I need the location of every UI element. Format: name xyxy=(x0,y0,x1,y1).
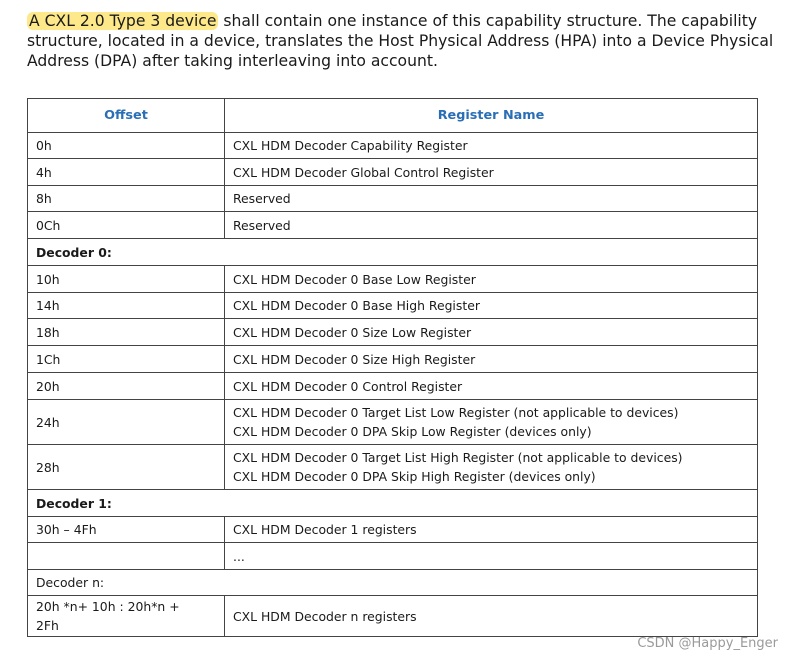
group-row xyxy=(28,490,758,517)
group-row xyxy=(28,570,758,596)
offset-cell xyxy=(28,596,225,637)
register-name-column-header: Register Name xyxy=(225,99,758,133)
table-row xyxy=(28,186,758,212)
offset-cell: 18h xyxy=(28,319,225,346)
group-label-decoder-1: Decoder 1: xyxy=(28,490,758,517)
offset-line: 2Fh xyxy=(36,618,59,633)
table-row xyxy=(28,293,758,319)
table-row xyxy=(28,159,758,186)
register-name-cell: ... xyxy=(225,543,758,570)
offset-cell: 10h xyxy=(28,266,225,293)
table-row xyxy=(28,346,758,373)
group-row xyxy=(28,239,758,266)
register-name-cell: CXL HDM Decoder Global Control Register xyxy=(225,159,758,186)
table-header-row xyxy=(28,99,758,133)
table-row xyxy=(28,517,758,543)
offset-column-header: Offset xyxy=(28,99,225,133)
offset-cell: 24h xyxy=(28,400,225,445)
intro-text: shall contain one instance of this capability structure. The capability structure, located in a device, translates the Host Physical Address (HPA) into a Device Physical Address (DPA) after taking interleaving into account. xyxy=(27,12,774,70)
table-row xyxy=(28,445,758,490)
register-name-cell: Reserved xyxy=(225,186,758,212)
register-name-cell: CXL HDM Decoder 0 Base High Register xyxy=(225,293,758,319)
offset-cell: 4h xyxy=(28,159,225,186)
register-name-cell: CXL HDM Decoder 0 Size High Register xyxy=(225,346,758,373)
offset-cell: 28h xyxy=(28,445,225,490)
register-name-cell: CXL HDM Decoder 1 registers xyxy=(225,517,758,543)
register-name-cell xyxy=(225,400,758,445)
offset-cell xyxy=(28,543,225,570)
offset-cell: 1Ch xyxy=(28,346,225,373)
table-row xyxy=(28,373,758,400)
register-name-cell: CXL HDM Decoder n registers xyxy=(225,596,758,637)
table-row xyxy=(28,133,758,159)
offset-cell: 8h xyxy=(28,186,225,212)
offset-cell: 0h xyxy=(28,133,225,159)
register-name-cell: CXL HDM Decoder Capability Register xyxy=(225,133,758,159)
register-name-cell: CXL HDM Decoder 0 Base Low Register xyxy=(225,266,758,293)
register-name-cell: CXL HDM Decoder 0 Control Register xyxy=(225,373,758,400)
register-name-cell: CXL HDM Decoder 0 Size Low Register xyxy=(225,319,758,346)
register-name-cell xyxy=(225,445,758,490)
offset-cell: 14h xyxy=(28,293,225,319)
offset-cell: 30h – 4Fh xyxy=(28,517,225,543)
register-name-line: CXL HDM Decoder 0 DPA Skip Low Register (devices only) xyxy=(233,424,592,439)
register-name-cell: Reserved xyxy=(225,212,758,239)
table-row xyxy=(28,543,758,570)
register-table xyxy=(27,98,758,637)
group-label-decoder-n: Decoder n: xyxy=(28,570,758,596)
table-row xyxy=(28,319,758,346)
register-name-line: CXL HDM Decoder 0 DPA Skip High Register (devices only) xyxy=(233,469,596,484)
offset-line: 20h *n+ 10h : 20h*n + xyxy=(36,599,180,614)
group-label-decoder-0: Decoder 0: xyxy=(28,239,758,266)
table-row xyxy=(28,596,758,637)
watermark: CSDN @Happy_Enger xyxy=(637,636,778,651)
intro-paragraph xyxy=(27,11,787,71)
table-row xyxy=(28,400,758,445)
offset-cell: 0Ch xyxy=(28,212,225,239)
register-name-line: CXL HDM Decoder 0 Target List Low Register (not applicable to devices) xyxy=(233,405,679,420)
register-name-line: CXL HDM Decoder 0 Target List High Register (not applicable to devices) xyxy=(233,450,683,465)
intro-highlight: A CXL 2.0 Type 3 device xyxy=(29,12,217,30)
table-row xyxy=(28,212,758,239)
table-row xyxy=(28,266,758,293)
offset-cell: 20h xyxy=(28,373,225,400)
